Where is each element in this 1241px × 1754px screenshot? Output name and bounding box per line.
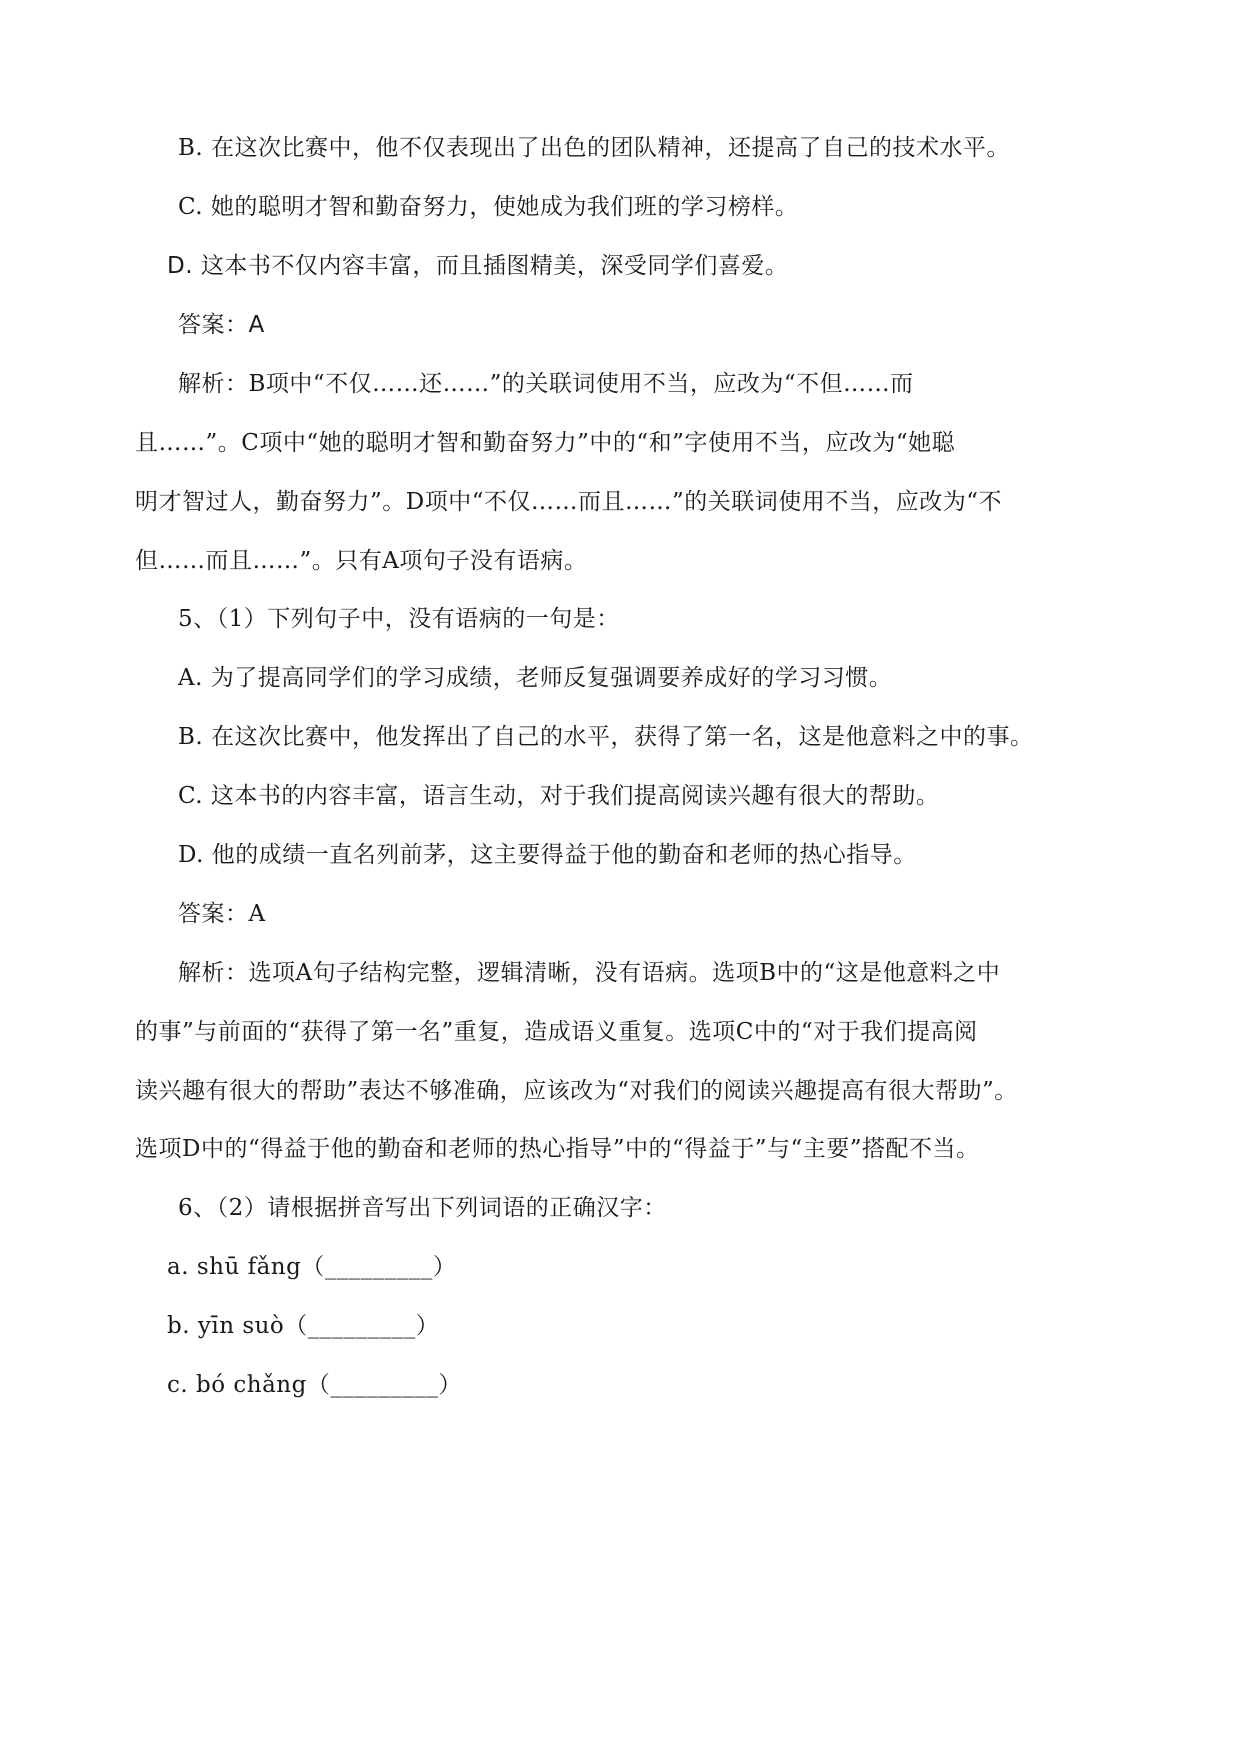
option-b-q5: B. 在这次比赛中，他发挥出了自己的水平，获得了第一名，这是他意料之中的事。 (178, 724, 1034, 750)
answer-q5: 答案：A (178, 901, 266, 927)
pinyin-item-b: b. yīn suò（_________） (167, 1313, 440, 1339)
option-b-q4: B. 在这次比赛中，他不仅表现出了出色的团队精神，还提高了自己的技术水平。 (178, 135, 1011, 161)
analysis-q4-line1: 解析：B项中“不仅……还……”的关联词使用不当，应改为“不但……而 (178, 371, 914, 397)
question-6-heading: 6、（2）请根据拼音写出下列词语的正确汉字： (178, 1195, 667, 1221)
question-5-heading: 5、（1）下列句子中，没有语病的一句是： (178, 606, 620, 632)
option-a-q5: A. 为了提高同学们的学习成绩，老师反复强调要养成好的学习习惯。 (178, 665, 893, 691)
option-d-q5: D. 他的成绩一直名列前茅，这主要得益于他的勤奋和老师的热心指导。 (178, 842, 917, 868)
option-c-q4: C. 她的聪明才智和勤奋努力，使她成为我们班的学习榜样。 (178, 194, 799, 220)
analysis-q5-line3: 读兴趣有很大的帮助”表达不够准确，应该改为“对我们的阅读兴趣提高有很大帮助”。 (135, 1078, 1018, 1104)
analysis-q4-line3: 明才智过人，勤奋努力”。D项中“不仅……而且……”的关联词使用不当，应改为“不 (135, 489, 1002, 515)
pinyin-item-c: c. bó chǎng（_________） (167, 1372, 462, 1398)
analysis-q5-line4: 选项D中的“得益于他的勤奋和老师的热心指导”中的“得益于”与“主要”搭配不当。 (135, 1136, 980, 1162)
answer-q4: 答案：A (178, 312, 265, 338)
analysis-q5-line2: 的事”与前面的“获得了第一名”重复，造成语义重复。选项C中的“对于我们提高阅 (135, 1019, 978, 1045)
analysis-q5-line1: 解析：选项A句子结构完整，逻辑清晰，没有语病。选项B中的“这是他意料之中 (178, 960, 1001, 986)
option-d-q4: D. 这本书不仅内容丰富，而且插图精美，深受同学们喜爱。 (167, 253, 789, 279)
analysis-q4-line2: 且……”。C项中“她的聪明才智和勤奋努力”中的“和”字使用不当，应改为“她聪 (135, 430, 956, 456)
analysis-q4-line4: 但……而且……”。只有A项句子没有语病。 (135, 548, 588, 574)
pinyin-item-a: a. shū fǎng（_________） (167, 1254, 457, 1280)
option-c-q5: C. 这本书的内容丰富，语言生动，对于我们提高阅读兴趣有很大的帮助。 (178, 783, 940, 809)
